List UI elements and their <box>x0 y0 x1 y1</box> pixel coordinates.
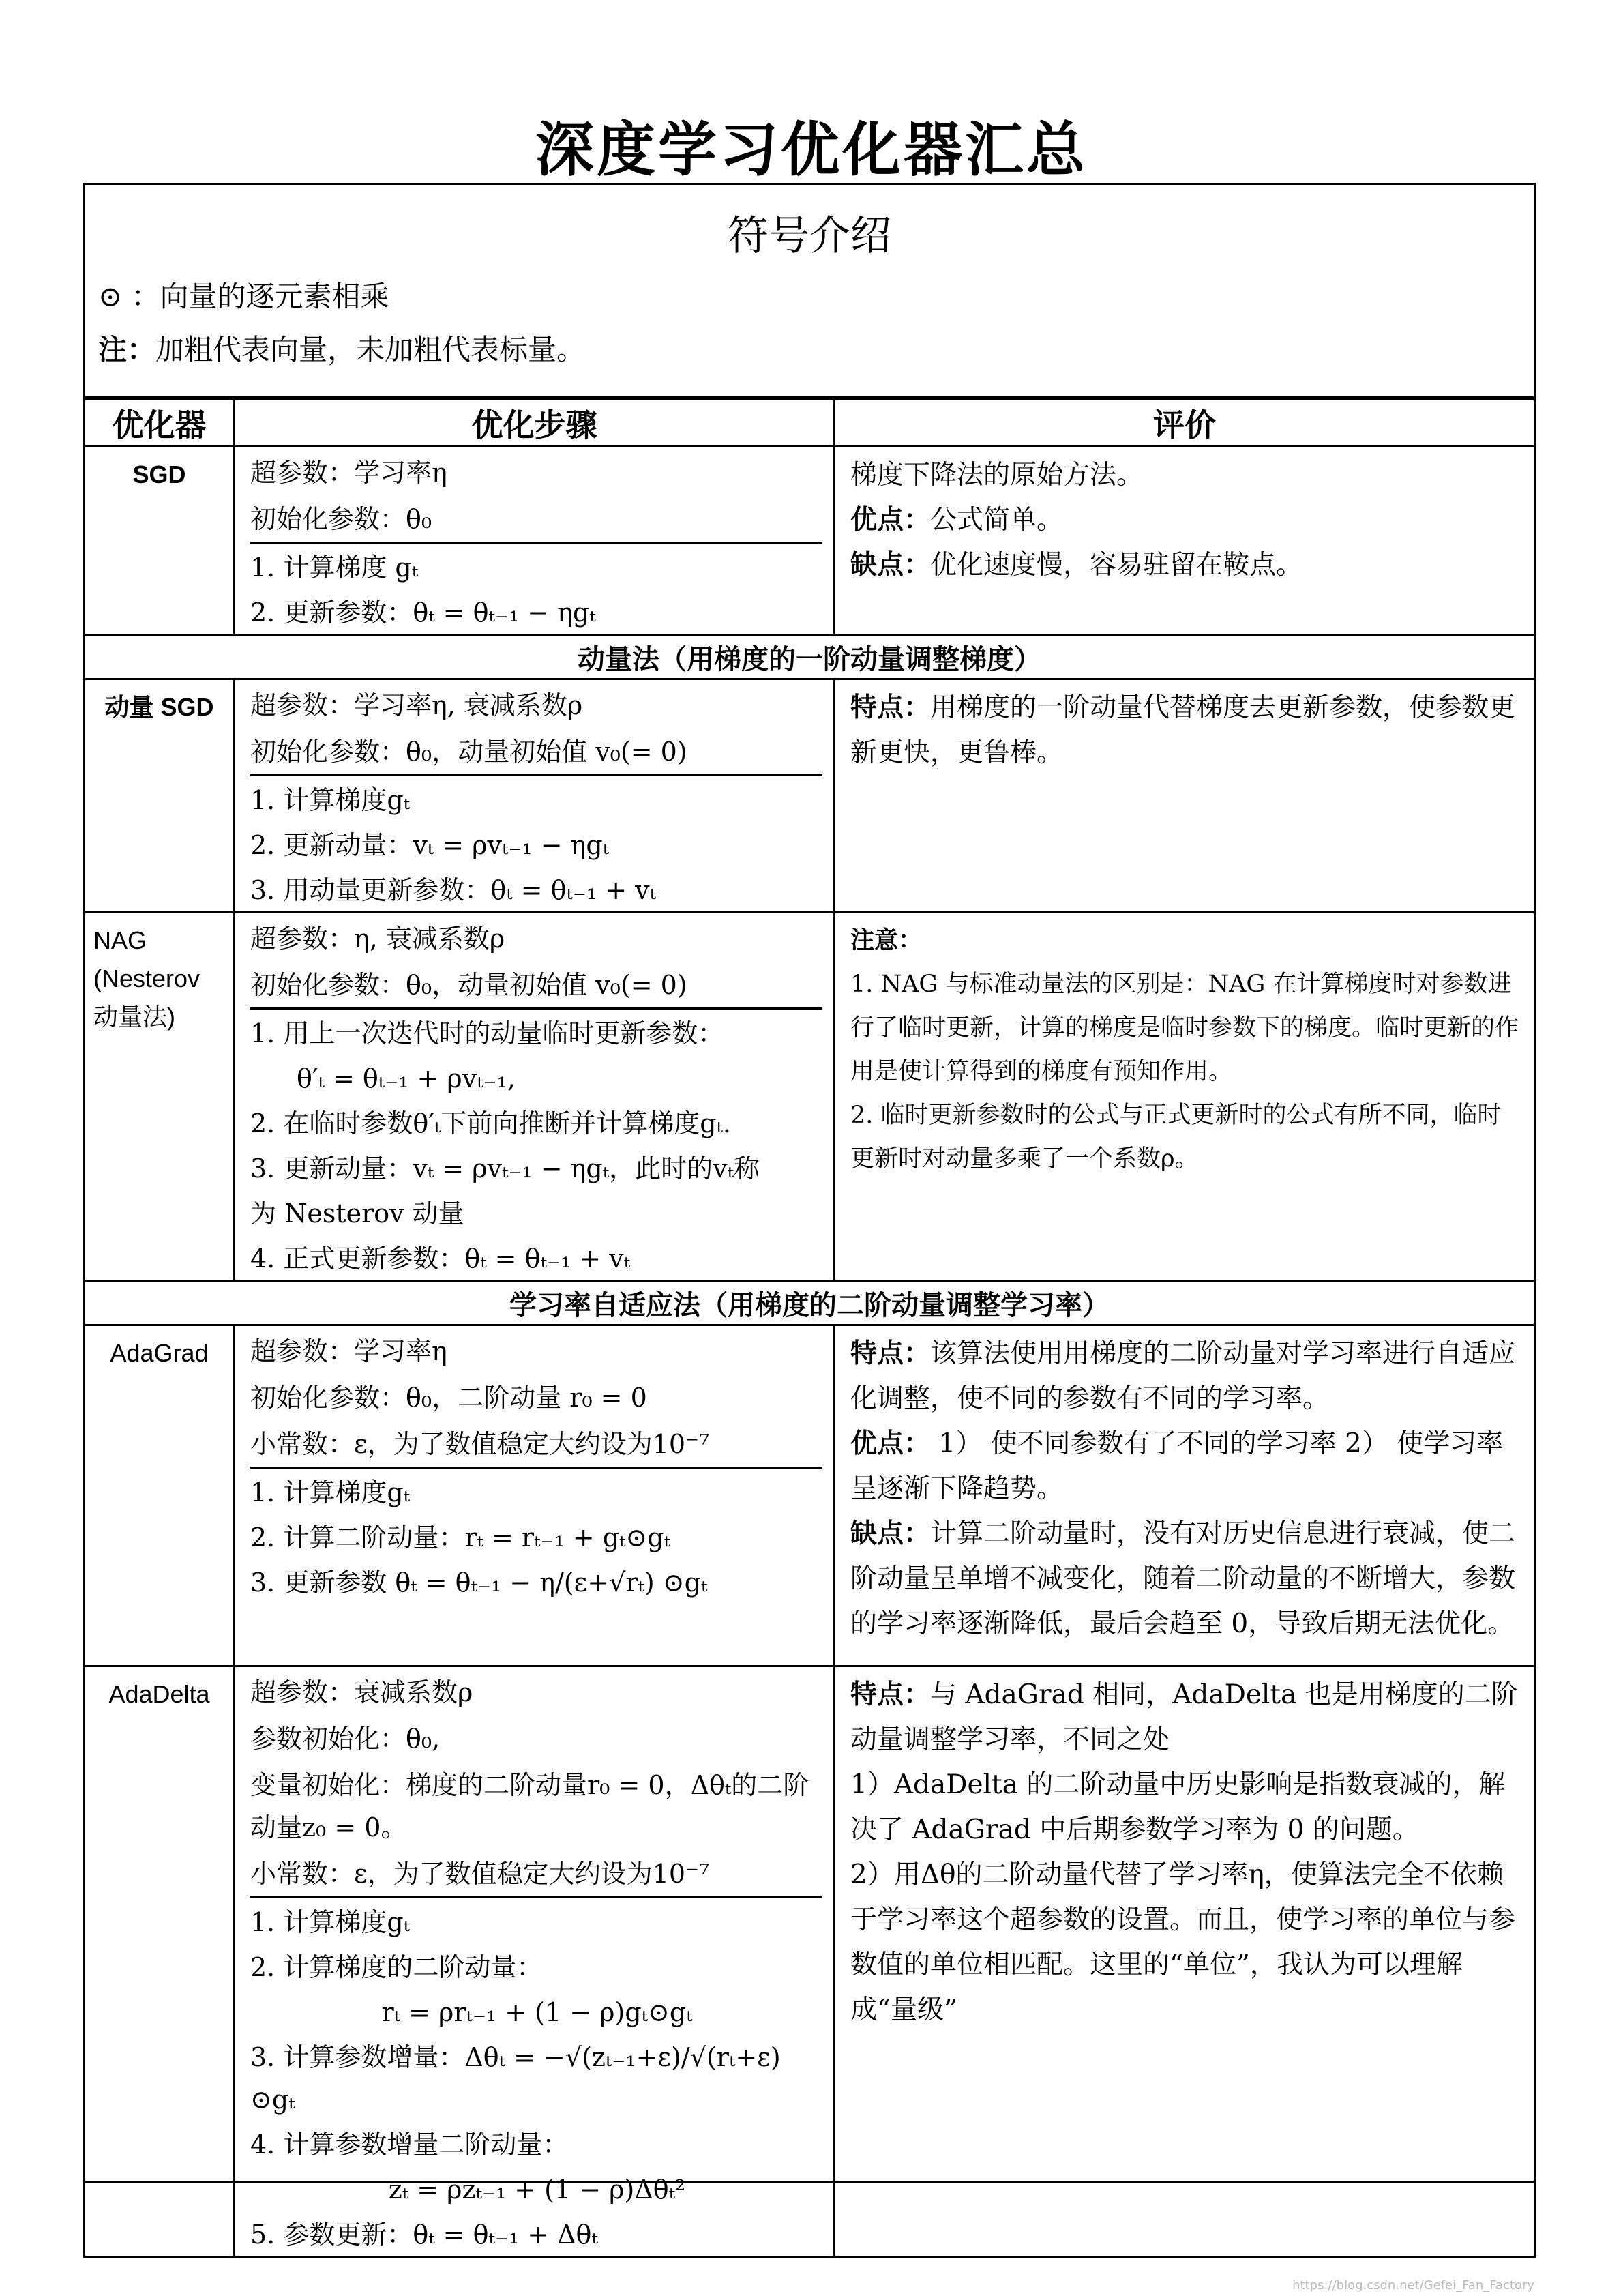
momentum-step2: 2. 更新动量：vₜ = ρvₜ₋₁ − ηgₜ <box>250 830 610 860</box>
notation-note <box>98 327 1536 368</box>
feature-text: 该算法使用用梯度的二阶动量对学习率进行自适应化调整，使不同的参数有不同的学习率。 <box>850 1338 1516 1414</box>
adadelta-eval <box>835 1666 1535 2257</box>
adadelta-step5: 5. 参数更新：θₜ = θₜ₋₁ + Δθₜ <box>250 2220 598 2250</box>
notation-odot: ⊙ ：向量的逐元素相乘 <box>98 280 389 313</box>
pros-label: 优点： <box>850 1428 931 1459</box>
feature-text: 用梯度的一阶动量代替梯度去更新参数，使参数更新更快，更鲁棒。 <box>850 692 1516 768</box>
adagrad-init: 初始化参数：θ₀，二阶动量 r₀ = 0 <box>250 1383 647 1413</box>
section-adaptive-row <box>85 1281 1535 1325</box>
sgd-step1: 1. 计算梯度 gₜ <box>250 553 419 583</box>
cons-text: 优化速度慢，容易驻留在鞍点。 <box>930 550 1303 580</box>
nag-eval <box>835 913 1535 1281</box>
nag-hyper: 超参数：η, 衰减系数ρ <box>250 924 505 954</box>
row-momentum-sgd <box>85 679 1535 913</box>
momentum-step1: 1. 计算梯度gₜ <box>250 785 411 815</box>
adadelta-step2-formula: rₜ = ρrₜ₋₁ + (1 − ρ)gₜ⊙gₜ <box>381 1997 693 2027</box>
feature-label: 特点： <box>850 692 931 723</box>
nag-step4: 4. 正式更新参数：θₜ = θₜ₋₁ + vₜ <box>250 1243 630 1274</box>
adadelta-step1: 1. 计算梯度gₜ <box>250 1907 411 1937</box>
header-steps: 优化步骤 <box>235 400 835 447</box>
nag-eval-point2: 2. 临时更新参数时的公式与正式更新时的公式有所不同，临时更新时对动量多乘了一个系数ρ。 <box>850 1102 1502 1173</box>
adadelta-steps <box>235 1666 835 2257</box>
nag-step1: 1. 用上一次迭代时的动量临时更新参数： <box>250 1018 724 1048</box>
sgd-eval-line3 <box>850 543 1523 588</box>
momentum-sgd-steps <box>235 679 835 913</box>
adagrad-name: AdaGrad <box>85 1325 235 1666</box>
nag-step1-formula: θ′ₜ = θₜ₋₁ + ρvₜ₋₁, <box>297 1063 516 1093</box>
sgd-eval-line2 <box>850 498 1523 543</box>
section-adaptive: 学习率自适应法（用梯度的二阶动量调整学习率） <box>85 1281 1535 1325</box>
sgd-eval-line1: 梯度下降法的原始方法。 <box>850 460 1144 490</box>
sgd-hyper: 超参数：学习率η <box>250 458 447 488</box>
momentum-hyper: 超参数：学习率η, 衰减系数ρ <box>250 690 583 720</box>
watermark: https://blog.csdn.net/Gefei_Fan_Factory <box>1292 2278 1534 2293</box>
section-momentum-row <box>85 635 1535 679</box>
header-optimizer: 优化器 <box>85 400 235 447</box>
nag-init: 初始化参数：θ₀，动量初始值 v₀(= 0) <box>250 970 687 1000</box>
row-adadelta <box>85 1666 1535 2257</box>
optimizer-table <box>83 398 1536 2258</box>
adagrad-step3: 3. 更新参数 θₜ = θₜ₋₁ − η/(ε+√rₜ) ⊙gₜ <box>250 1568 708 1598</box>
adadelta-var-init: 变量初始化：梯度的二阶动量r₀ = 0，Δθₜ的二阶动量z₀ = 0。 <box>250 1770 809 1842</box>
adadelta-step3: 3. 计算参数增量：Δθₜ = −√(zₜ₋₁+ε)/√(rₜ+ε) ⊙gₜ <box>250 2042 781 2115</box>
nag-steps <box>235 913 835 1281</box>
adagrad-steps <box>235 1325 835 1666</box>
adadelta-hyper: 超参数：衰减系数ρ <box>250 1677 473 1707</box>
momentum-sgd-eval <box>835 679 1535 913</box>
pros-text: 1） 使不同参数有了不同的学习率 2） 使学习率呈逐渐下降趋势。 <box>850 1428 1504 1504</box>
cons-label: 缺点： <box>850 1518 931 1549</box>
cons-label: 缺点： <box>850 550 931 580</box>
cons-text: 计算二阶动量时，没有对历史信息进行衰减，使二阶动量呈单增不减变化，随着二阶动量的不断增大，参数的学习率逐渐降低，最后会趋至 0，导致后期无法优化。 <box>850 1518 1516 1639</box>
feature-label: 特点： <box>850 1679 931 1710</box>
sgd-step2: 2. 更新参数：θₜ = θₜ₋₁ − ηgₜ <box>250 598 596 628</box>
adadelta-eval-point2: 2）用Δθ的二阶动量代替了学习率η，使算法完全不依赖于学习率这个超参数的设置。而且，使学习率的单位与参数值的单位相匹配。这里的“单位”，我认为可以理解成“量级” <box>850 1859 1516 2025</box>
nag-name <box>85 913 235 1281</box>
feature-text: 与 AdaGrad 相同，AdaDelta 也是用梯度的二阶动量调整学习率，不同之处 <box>850 1679 1518 1755</box>
adagrad-hyper: 超参数：学习率η <box>250 1336 447 1366</box>
adadelta-name: AdaDelta <box>85 1666 235 2257</box>
pros-label: 优点： <box>850 505 931 535</box>
adadelta-step2: 2. 计算梯度的二阶动量： <box>250 1952 543 1982</box>
nag-step3: 3. 更新动量：vₜ = ρvₜ₋₁ − ηgₜ，此时的vₜ称 <box>250 1153 760 1183</box>
nag-name-line1: NAG <box>93 926 147 954</box>
nag-step3-cont: 为 Nesterov 动量 <box>250 1198 464 1228</box>
row-adagrad <box>85 1325 1535 1666</box>
adadelta-step4-formula: zₜ = ρzₜ₋₁ + (1 − ρ)Δθₜ² <box>388 2175 686 2205</box>
row-nag <box>85 913 1535 1281</box>
nag-name-line2: (Nesterov <box>93 965 200 992</box>
sgd-init: 初始化参数：θ₀ <box>250 504 432 534</box>
adagrad-eval <box>835 1325 1535 1666</box>
nag-step2: 2. 在临时参数θ′ₜ下前向推断并计算梯度gₜ. <box>250 1108 731 1138</box>
feature-label: 特点： <box>850 1338 931 1369</box>
nag-eval-point1: 1. NAG 与标准动量法的区别是：NAG 在计算梯度时对参数进行了临时更新，计算的梯度是临时参数下的梯度。临时更新的作用是使计算得到的梯度有预知作用。 <box>850 971 1519 1085</box>
sgd-steps <box>235 447 835 635</box>
momentum-sgd-name: 动量 SGD <box>85 679 235 913</box>
adagrad-small: 小常数：ε，为了数值稳定大约设为10⁻⁷ <box>250 1429 710 1459</box>
nag-name-line3: 动量法) <box>93 1003 175 1031</box>
note-text: 加粗代表向量，未加粗代表标量。 <box>155 333 586 366</box>
pros-text: 公式简单。 <box>930 505 1064 535</box>
adagrad-step1: 1. 计算梯度gₜ <box>250 1477 411 1507</box>
adadelta-step4: 4. 计算参数增量二阶动量： <box>250 2130 569 2160</box>
header-row <box>85 400 1535 447</box>
sgd-name: SGD <box>85 447 235 635</box>
adagrad-step2: 2. 计算二阶动量：rₜ = rₜ₋₁ + gₜ⊙gₜ <box>250 1522 670 1552</box>
sgd-eval <box>835 447 1535 635</box>
adadelta-eval-point1: 1）AdaDelta 的二阶动量中历史影响是指数衰减的，解决了 AdaGrad 中后期参数学习率为 0 的问题。 <box>850 1769 1506 1845</box>
row-sgd <box>85 447 1535 635</box>
notation-section <box>83 183 1536 398</box>
section-momentum: 动量法（用梯度的一阶动量调整梯度） <box>85 635 1535 679</box>
header-eval: 评价 <box>835 400 1535 447</box>
adadelta-init: 参数初始化：θ₀, <box>250 1724 441 1754</box>
page-title: 深度学习优化器汇总 <box>535 116 1088 184</box>
attention-label: 注意： <box>850 927 923 954</box>
notation-heading: 符号介绍 <box>728 212 891 260</box>
momentum-init: 初始化参数：θ₀，动量初始值 v₀(= 0) <box>250 737 687 767</box>
note-label: 注： <box>98 333 156 366</box>
adadelta-small: 小常数：ε，为了数值稳定大约设为10⁻⁷ <box>250 1859 710 1889</box>
momentum-step3: 3. 用动量更新参数：θₜ = θₜ₋₁ + vₜ <box>250 875 656 905</box>
